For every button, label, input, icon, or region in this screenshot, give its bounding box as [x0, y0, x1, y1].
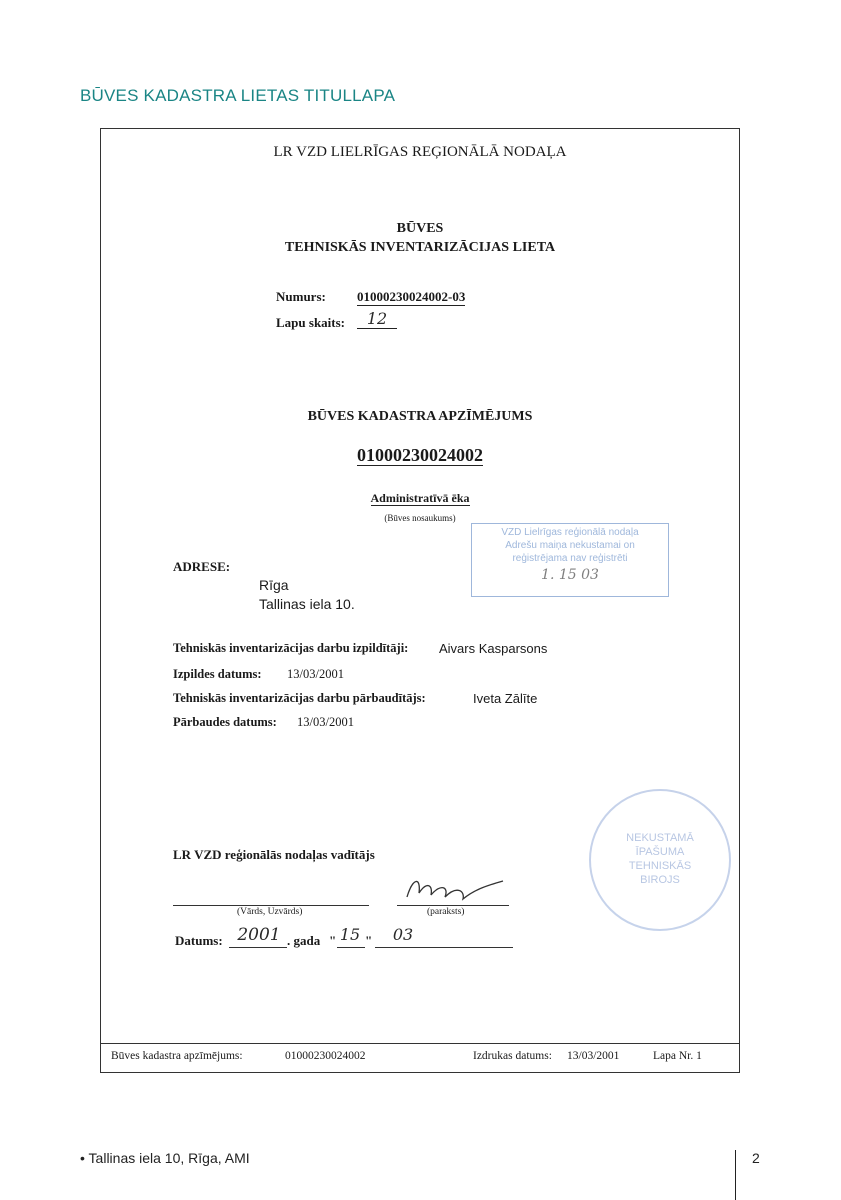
date-quote-open: ": [329, 933, 337, 948]
stamp-line-3: reģistrējama nav reģistrēti: [512, 553, 628, 564]
date-month-line: [375, 947, 513, 948]
footer-cadastral-value: 01000230024002: [285, 1050, 366, 1062]
bullet-icon: •: [80, 1150, 85, 1166]
date-year: 2001: [237, 925, 281, 945]
address-line-1: Rīga: [259, 577, 289, 593]
address-line-2: Tallinas iela 10.: [259, 596, 355, 612]
building-name-caption: (Būves nosaukums): [384, 513, 456, 523]
cadastral-number: [101, 445, 739, 466]
stamp-line-2: Adrešu maiņa nekustamai on: [505, 540, 635, 551]
footer-page-label: Lapa Nr. 1: [653, 1050, 702, 1062]
date-month: 03: [392, 925, 414, 944]
pages-value: 12: [357, 309, 397, 329]
date-day: 15: [339, 925, 361, 944]
date-year-line: [229, 947, 287, 948]
date-label: Datums:: [175, 933, 223, 948]
seal-line-1: NEKUSTAMĀ: [626, 832, 694, 844]
seal-line-2: ĪPAŠUMA: [635, 846, 685, 858]
building-name-text: Administratīvā ēka: [370, 491, 470, 505]
name-caption: (Vārds, Uzvārds): [237, 907, 303, 917]
stamp-date: 1. 15 03: [541, 567, 599, 583]
address-label: ADRESE:: [173, 559, 231, 574]
signature-line: [397, 905, 509, 906]
footer-address: Tallinas iela 10, Rīga, AMI: [88, 1150, 250, 1166]
check-date-label: Pārbaudes datums:: [173, 715, 277, 729]
cadastral-heading: BŪVES KADASTRA APZĪMĒJUMS: [307, 409, 533, 424]
execution-date-value: 13/03/2001: [287, 667, 344, 681]
page-footer-left: [80, 1150, 250, 1166]
seal-line-3: TEHNISKĀS: [628, 860, 692, 872]
number-label: Numurs:: [276, 289, 326, 304]
number-value: 01000230024002-03: [357, 289, 466, 304]
checker-value: Iveta Zālīte: [473, 691, 538, 706]
head-label: LR VZD reģionālās nodaļas vadītājs: [173, 847, 375, 862]
execution-date-label: Izpildes datums:: [173, 667, 262, 681]
page-heading: BŪVES KADASTRA LIETAS TITULLAPA: [80, 86, 396, 105]
page-number: 2: [752, 1150, 760, 1166]
date-day-line: [337, 947, 365, 948]
building-name: [101, 491, 739, 506]
seal-line-4: BIROJS: [640, 874, 680, 886]
signature-scribble: [399, 871, 509, 905]
round-seal-stamp: [589, 789, 731, 931]
footer-cadastral-label: Būves kadastra apzīmējums:: [111, 1050, 243, 1062]
stamp-line-1: VZD Lielrīgas reģionālā nodaļa: [501, 527, 639, 538]
checker-label: Tehniskās inventarizācijas darbu pārbaudītājs:: [173, 691, 426, 705]
signature-caption: (paraksts): [427, 907, 465, 917]
check-date-value: 13/03/2001: [297, 715, 354, 729]
title-line-1: BŪVES: [396, 221, 444, 236]
footer-divider: [735, 1150, 736, 1200]
name-line: [173, 905, 369, 906]
title-page-document: [100, 128, 740, 1073]
registration-stamp: [471, 523, 669, 597]
date-quote-close: ": [365, 933, 373, 948]
pages-label: Lapu skaits:: [276, 315, 345, 330]
office-name: LR VZD LIELRĪGAS REĢIONĀLĀ NODAĻA: [273, 144, 567, 160]
cadastral-number-text: 01000230024002: [357, 445, 483, 465]
document-footer: [101, 1043, 739, 1072]
footer-print-value: 13/03/2001: [567, 1050, 620, 1062]
footer-print-label: Izdrukas datums:: [473, 1050, 552, 1062]
executor-label: Tehniskās inventarizācijas darbu izpildītāji:: [173, 641, 409, 655]
title-line-2: TEHNISKĀS INVENTARIZĀCIJAS LIETA: [284, 240, 556, 255]
date-gada: . gada: [287, 933, 321, 948]
executor-value: Aivars Kasparsons: [439, 641, 548, 656]
